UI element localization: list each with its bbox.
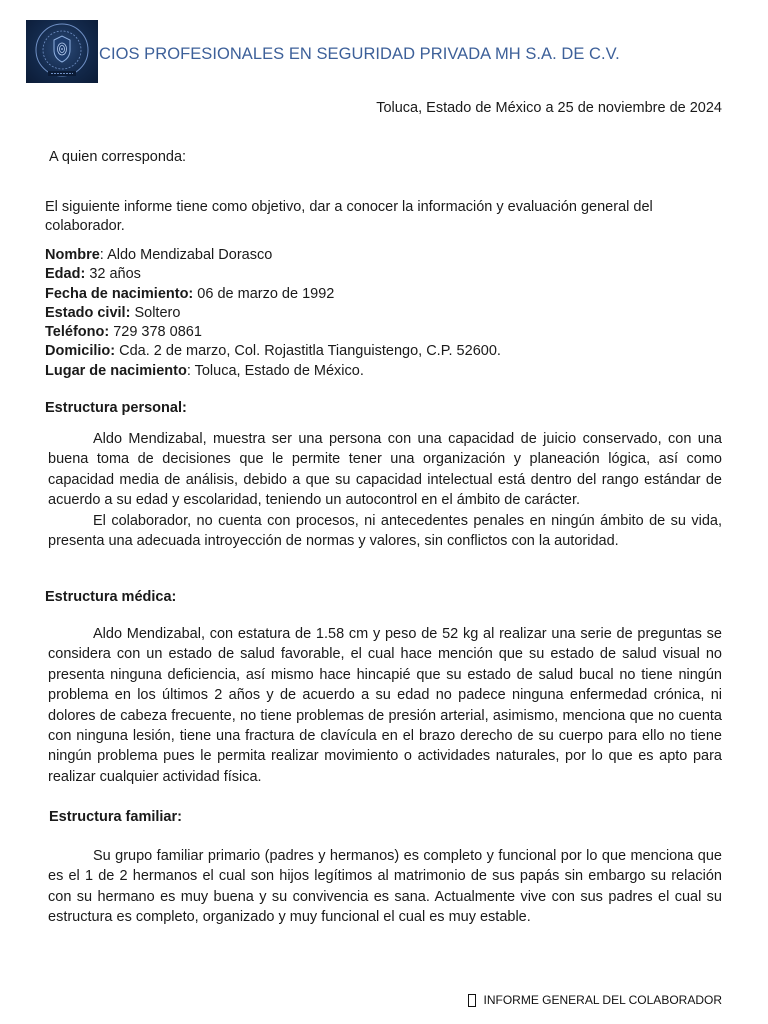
field-label: Domicilio: (45, 343, 116, 360)
company-name: CIOS PROFESIONALES EN SEGURIDAD PRIVADA MH S.A. DE C.V. (99, 45, 620, 63)
field-value: 06 de marzo de 1992 (197, 285, 335, 302)
paragraph: Aldo Mendizabal, con estatura de 1.58 cm y peso de 52 kg al realizar una serie de preguntas se considera con un estado de salud favorable, el cual hace mención que su estado de salud visual no presenta ninguna deficiencia, así mismo hace hincapié que su estado de salud bucal no tiene ningún problema en los últimos 2 años y de acuerdo a su edad no padece ninguna enfermedad crónica, ni dolores de cabeza frecuente, no tiene problemas de presión arterial, asimismo, menciona que no cuenta con ninguna lesión, tiene una fractura de clavícula en el brazo derecho de su cuerpo para ello no tiene ningún problema pues le permita realizar movimiento o actividades naturales, por lo que es apto para realizar cualquier actividad física. (48, 626, 722, 785)
footer-label: INFORME GENERAL DEL COLABORADOR (483, 993, 722, 1007)
paragraph: Su grupo familiar primario (padres y hermanos) es completo y funcional por lo que menciona que es el 1 de 2 hermanos el cual son hijos legítimos al matrimonio de sus papás sin embargo su relación con su hermano es muy buena y su convivencia es sana. Actualmente vive con sus padres el cual su estructura es completo, organizado y muy funcional el cual es muy estable. (48, 848, 722, 926)
salutation: A quien corresponda: (49, 149, 187, 165)
section-heading-medical: Estructura médica: (45, 589, 177, 605)
field-value: 729 378 0861 (113, 324, 202, 341)
field-label: Nombre (45, 247, 100, 263)
field-age (45, 265, 735, 284)
paragraph: Aldo Mendizabal, muestra ser una persona con una capacidad de juicio conservado, con una buena toma de decisiones que le permite tener una organización y planeación lógica, así como capacidad media de análisis, debido a que su capacidad intelectual está dentro del rango estándar de acuerdo a su edad y escolaridad, teniendo un autocontrol en el ámbito de carácter. (48, 431, 722, 509)
field-value: Aldo Mendizabal Dorasco (107, 247, 273, 263)
company-logo (26, 20, 98, 83)
intro-paragraph: El siguiente informe tiene como objetivo, dar a conocer la información y evaluación general del colaborador. (45, 199, 653, 234)
field-label: Teléfono: (45, 324, 110, 341)
field-label: Edad: (45, 266, 86, 283)
section-heading-personal: Estructura personal: (45, 400, 187, 416)
page-footer (468, 993, 723, 1007)
shield-fingerprint-seal-icon (26, 20, 98, 83)
field-label: Estado civil: (45, 304, 131, 321)
field-name: Nombre: Aldo Mendizabal Dorasco (45, 247, 273, 263)
section-personal-body (48, 429, 722, 551)
field-value: 32 años (89, 266, 141, 283)
place-and-date: Toluca, Estado de México a 25 de noviembre de 2024 (376, 100, 722, 116)
field-birth-date (45, 285, 735, 304)
section-family-body (48, 846, 722, 928)
field-label: Lugar de nacimiento (45, 362, 187, 379)
field-value: Cda. 2 de marzo, Col. Rojastitla Tianguistengo, C.P. 52600. (119, 343, 501, 360)
field-phone (45, 323, 735, 342)
section-heading-family: Estructura familiar: (49, 809, 182, 825)
checkbox-glyph-icon (468, 994, 476, 1007)
field-marital-status (45, 304, 735, 323)
field-birthplace: Lugar de nacimiento: Toluca, Estado de México. (45, 362, 364, 379)
field-label: Fecha de nacimiento: (45, 285, 194, 302)
personal-data-list (45, 246, 735, 381)
field-value: Toluca, Estado de México. (194, 362, 364, 379)
paragraph: El colaborador, no cuenta con procesos, ni antecedentes penales en ningún ámbito de su vida, presenta una adecuada introyección de normas y valores, sin conflictos con la autoridad. (48, 512, 722, 550)
field-address (45, 342, 735, 361)
section-medical-body (48, 624, 722, 787)
field-value: Soltero (134, 304, 181, 321)
